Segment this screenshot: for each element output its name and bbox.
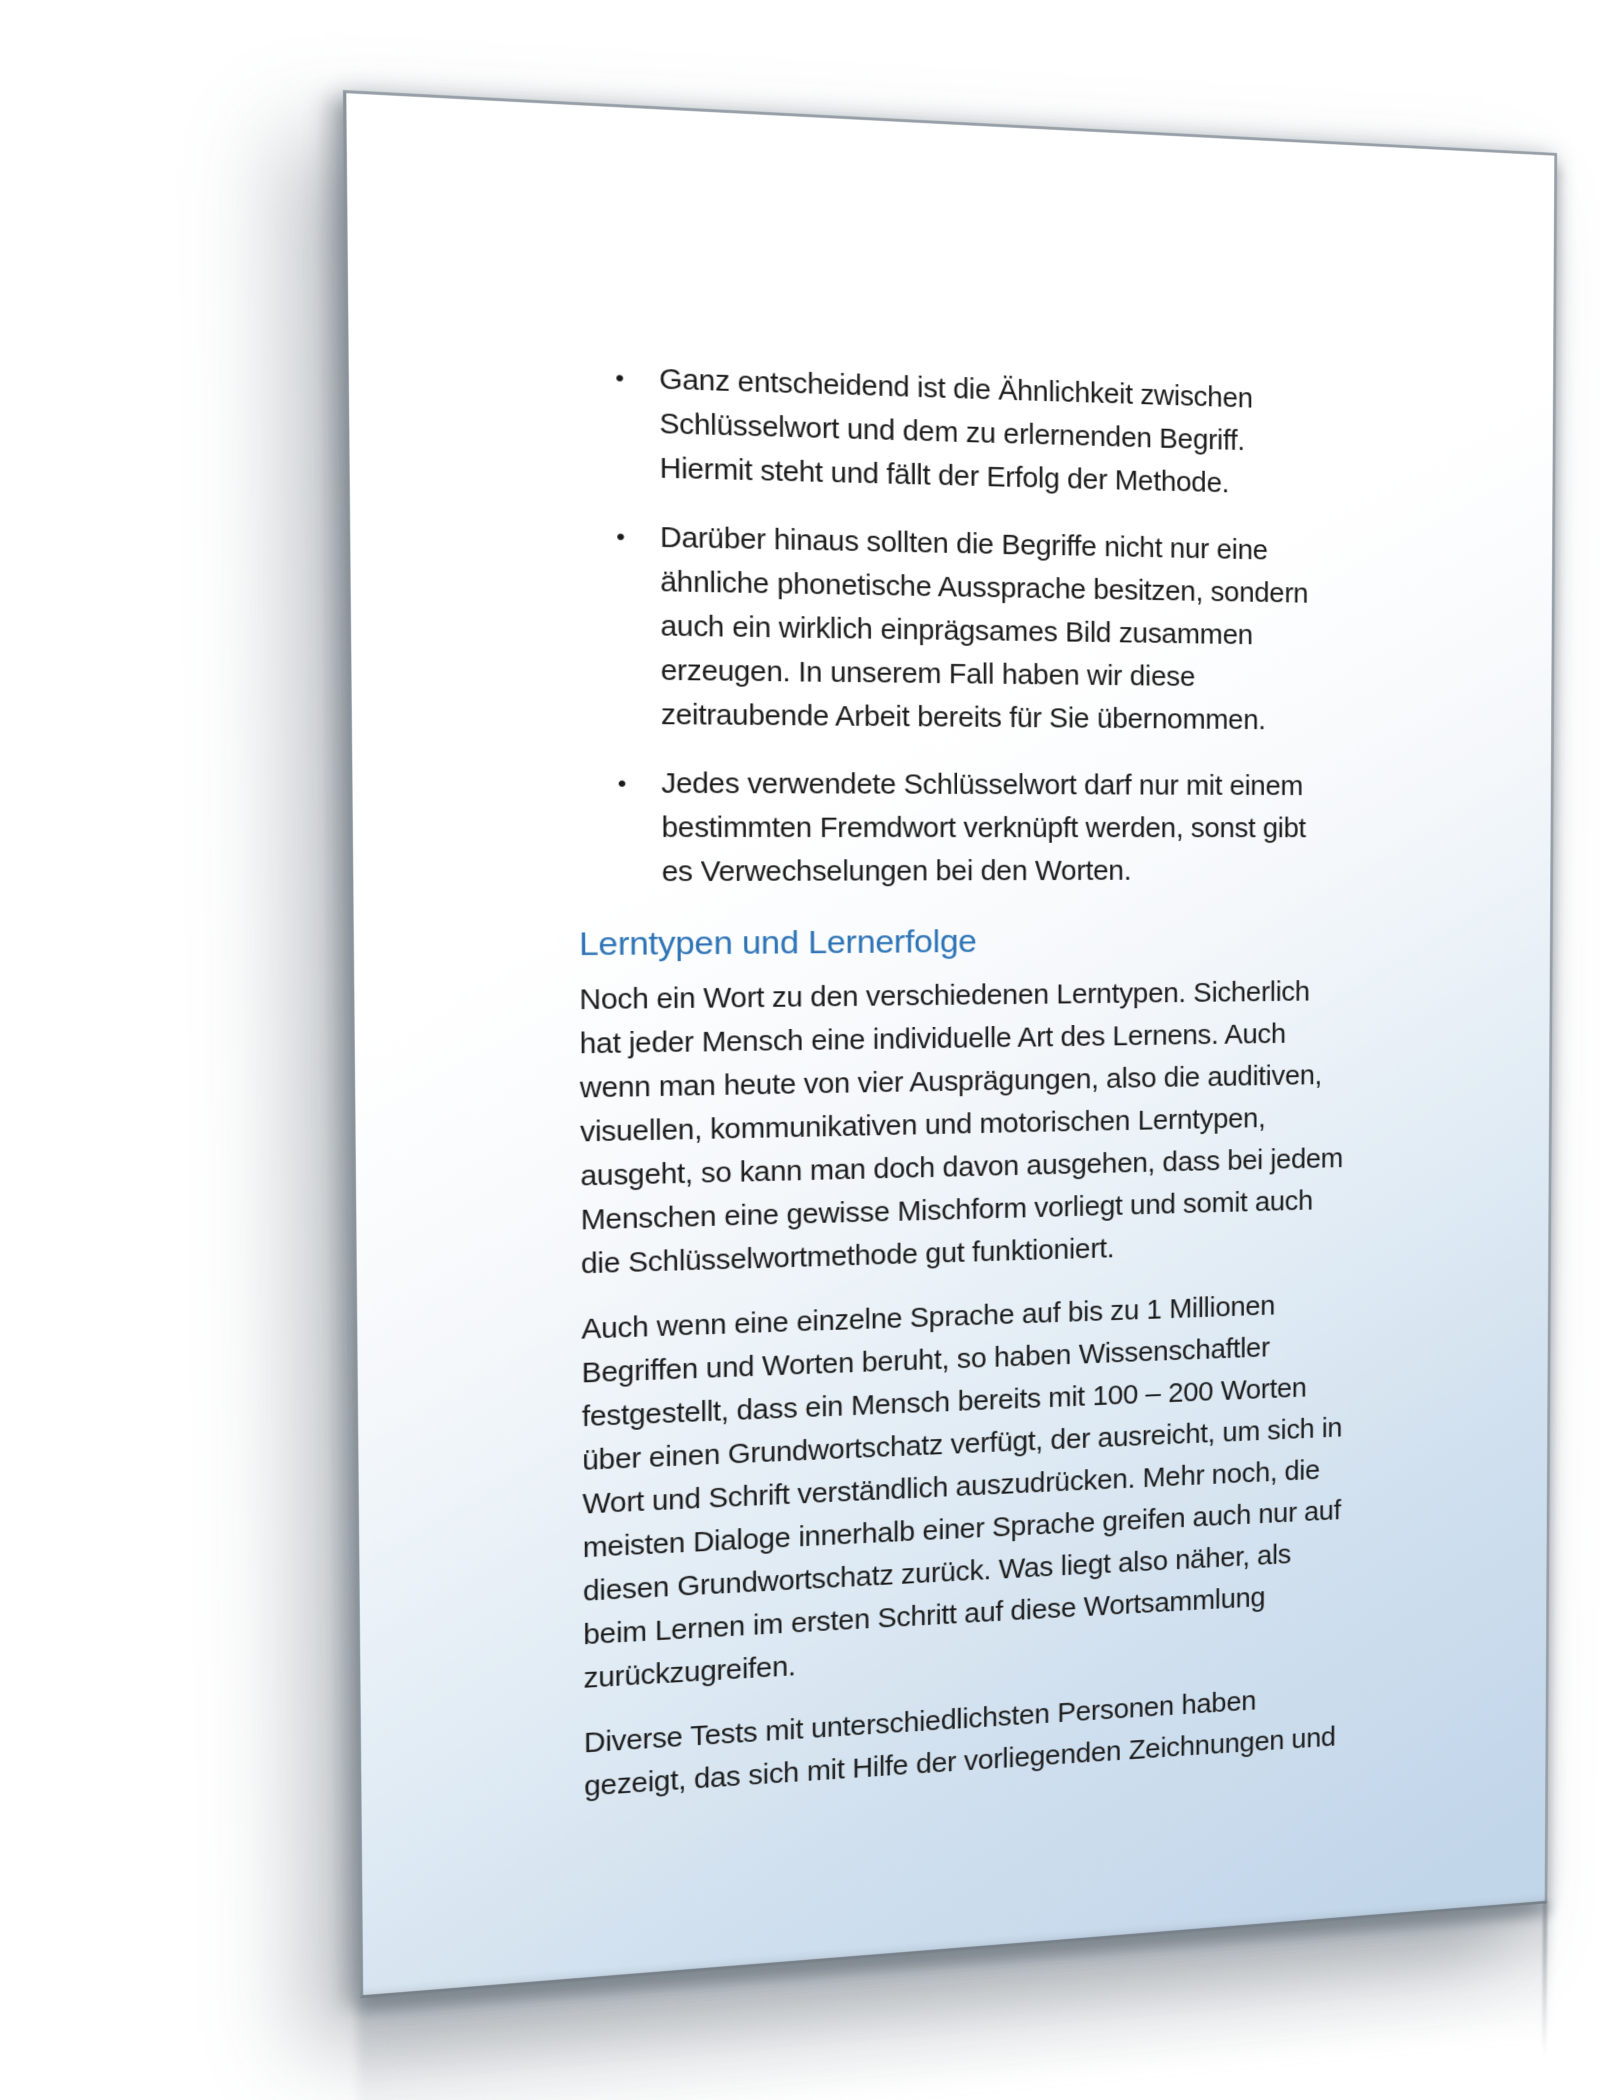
bullet-list [575, 355, 1516, 895]
bullet-text: Jedes verwendete Schlüsselwort darf nur mit einem bestimmten Fremdwort verknüpft werden, sonst gibt es Verwechselungen bei den Worten. [661, 768, 1306, 888]
bullet-icon: • [617, 771, 627, 798]
paragraph: Noch ein Wort zu den verschiedenen Lerntypen. Sicherlich hat jeder Mensch eine individuelle Art des Lernens. Auch wenn man heute von vier Ausprägungen, also die auditiven, visuellen, kommunikativen und motorischen Lerntypen, ausgeht, so kann man doch davon ausgehen, dass bei jedem Menschen eine gewisse Mischform vorliegt und somit auch die Schlüsselwortmethode gut funktioniert. [579, 977, 1344, 1281]
bullet-icon: • [616, 524, 625, 552]
bullet-text: Ganz entscheidend ist die Ähnlichkeit zwischen Schlüsselwort und dem zu erlernenden Begriff. Hiermit steht und fällt der Erfolg der Methode. [659, 363, 1253, 499]
page-content [346, 93, 1554, 1824]
list-item [615, 356, 1516, 512]
paragraph: Auch wenn eine einzelne Sprache auf bis zu 1 Millionen Begriffen und Worten beruht, so haben Wissenschaftler festgestellt, dass ein Mensch bereits mit 100 – 200 Worten über einen Grundwortschatz verfügt, der ausreicht, um sich in Wort und Schrift verständlich auszudrücken. Mehr noch, die meisten Dialoge innerhalb einer Sprache greifen auch nur auf diesen Grundwortschatz zurück. Was liegt also näher, als beim Lernen im ersten Schritt auf diese Wortsammlung zurückzugreifen. [581, 1291, 1343, 1695]
list-item [618, 762, 1515, 895]
paragraph: Diverse Tests mit unterschiedlichsten Personen haben gezeigt, das sich mit Hilfe der vorliegenden Zeichnungen und [583, 1686, 1336, 1803]
bullet-text: Darüber hinaus sollten die Begriffe nicht nur eine ähnliche phonetische Aussprache besitzen, sondern auch ein wirklich einprägsames Bild zusammen erzeugen. In unserem Fall haben wir diese zeitraubende Arbeit bereits für Sie übernommen. [659, 522, 1309, 736]
list-item [616, 515, 1516, 744]
bullet-icon: • [615, 365, 624, 393]
document-page [343, 90, 1557, 1998]
section-heading: Lerntypen und Lernerfolge [578, 923, 977, 963]
